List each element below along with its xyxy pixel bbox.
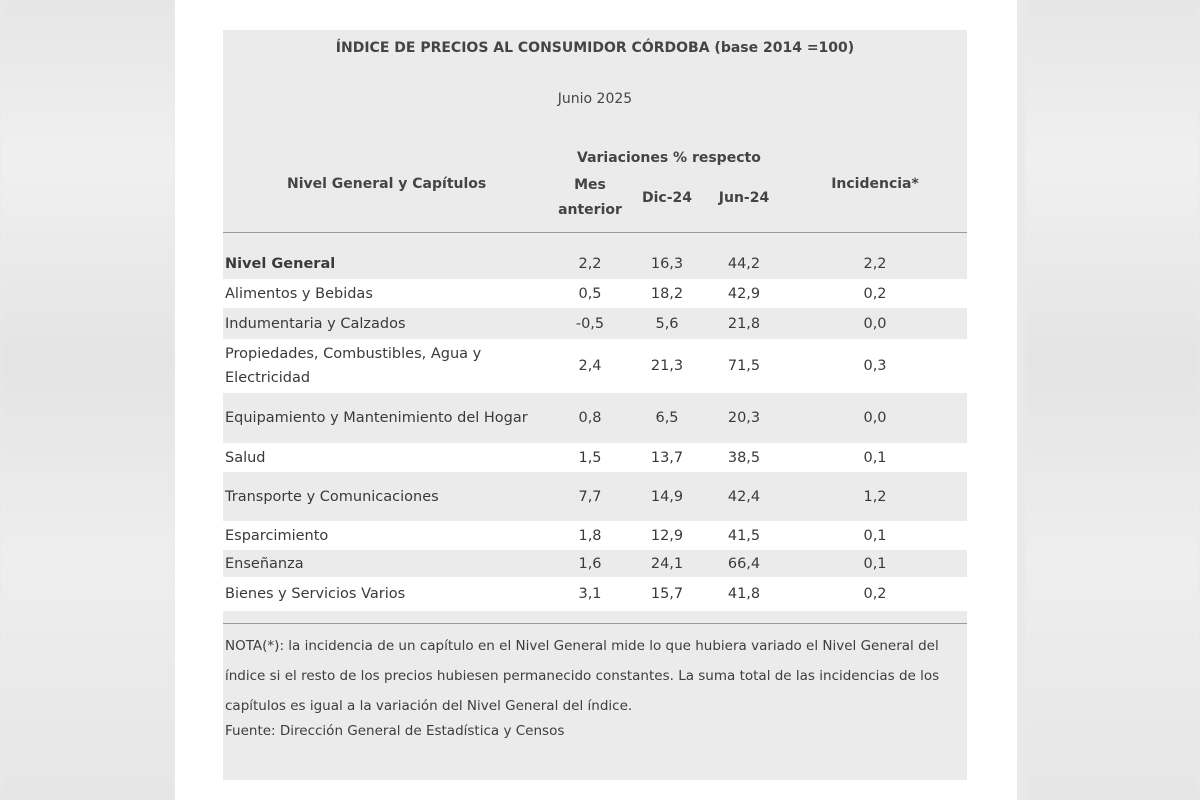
cell-incidence: 2,2 <box>863 255 887 272</box>
cell-prev-month: 0,5 <box>578 285 602 302</box>
cell-incidence: 1,2 <box>863 488 887 505</box>
table-row <box>223 248 967 279</box>
table-row <box>223 550 967 577</box>
cell-jun-24: 44,2 <box>727 255 761 272</box>
header-prev-month-line1: Mes <box>574 177 606 193</box>
source-text: Fuente: Dirección General de Estadística y Censos <box>225 723 565 739</box>
cell-dec-24: 6,5 <box>655 410 679 426</box>
cell-dec-24: 15,7 <box>650 586 684 602</box>
cell-category: Nivel General <box>225 255 336 272</box>
header-prev-month-line2: anterior <box>558 202 622 218</box>
cell-jun-24: 66,4 <box>727 555 761 572</box>
cell-dec-24: 21,3 <box>650 358 684 374</box>
cell-jun-24: 42,9 <box>727 285 761 302</box>
cell-incidence: 0,3 <box>863 358 887 374</box>
cell-prev-month: 3,1 <box>578 586 602 602</box>
table-row <box>223 521 967 550</box>
cell-jun-24: 41,8 <box>727 586 761 602</box>
cell-jun-24: 20,3 <box>727 410 761 426</box>
table-period: Junio 2025 <box>557 91 633 107</box>
cell-prev-month: 2,2 <box>578 255 602 272</box>
cell-prev-month: 1,8 <box>578 527 602 544</box>
note-divider <box>223 623 967 624</box>
table-row <box>223 472 967 521</box>
cell-category: Transporte y Comunicaciones <box>225 488 439 505</box>
header-variations: Variaciones % respecto <box>577 150 761 166</box>
header-divider <box>223 232 967 233</box>
blurred-background-left <box>0 0 175 800</box>
cell-prev-month: 1,6 <box>578 555 602 572</box>
cell-incidence: 0,1 <box>863 555 887 572</box>
cell-jun-24: 42,4 <box>727 488 761 505</box>
ipc-table-card <box>223 30 967 780</box>
table-row <box>223 339 967 393</box>
table-row <box>223 577 967 611</box>
cell-dec-24: 14,9 <box>650 488 684 505</box>
cell-jun-24: 21,8 <box>727 315 761 332</box>
header-jun: Jun-24 <box>718 190 770 206</box>
table-row <box>223 279 967 308</box>
cell-incidence: 0,2 <box>863 586 887 602</box>
cell-prev-month: 1,5 <box>578 449 602 466</box>
cell-category: Indumentaria y Calzados <box>225 315 406 332</box>
cell-category: Alimentos y Bebidas <box>225 285 373 302</box>
cell-category: Equipamiento y Mantenimiento del Hogar <box>225 410 528 426</box>
cell-dec-24: 16,3 <box>650 255 684 272</box>
cell-prev-month: 2,4 <box>578 358 602 374</box>
header-incidence: Incidencia* <box>831 176 919 192</box>
cell-dec-24: 18,2 <box>650 285 684 302</box>
cell-incidence: 0,1 <box>863 449 887 466</box>
cell-jun-24: 71,5 <box>727 358 761 374</box>
cell-incidence: 0,2 <box>863 285 887 302</box>
cell-dec-24: 12,9 <box>650 527 684 544</box>
cell-prev-month: 7,7 <box>578 488 602 505</box>
table-row <box>223 443 967 472</box>
header-dec: Dic-24 <box>641 190 692 206</box>
table-title: ÍNDICE DE PRECIOS AL CONSUMIDOR CÓRDOBA (base 2014 =100) <box>335 40 855 56</box>
footnote: NOTA(*): la incidencia de un capítulo en el Nivel General mide lo que hubiera variado el Nivel General del índice si el resto de los precios hubiesen permanecido constantes. La suma total de las incidencias de los capítulos es igual a la variación del Nivel General del índice. <box>225 638 940 714</box>
cell-category: Enseñanza <box>225 555 304 572</box>
cell-prev-month: -0,5 <box>575 315 605 332</box>
blurred-background-right <box>1025 0 1200 800</box>
cell-category: Esparcimiento <box>225 527 329 544</box>
cell-incidence: 0,0 <box>863 315 887 332</box>
cell-dec-24: 24,1 <box>650 555 684 572</box>
table-row <box>223 308 967 339</box>
table-row <box>223 393 967 443</box>
cell-incidence: 0,1 <box>863 527 887 544</box>
cell-jun-24: 41,5 <box>727 527 761 544</box>
header-category: Nivel General y Capítulos <box>287 176 487 192</box>
cell-dec-24: 13,7 <box>650 449 684 466</box>
cell-dec-24: 5,6 <box>655 315 679 332</box>
cell-jun-24: 38,5 <box>727 449 761 466</box>
cell-prev-month: 0,8 <box>578 410 602 426</box>
cell-incidence: 0,0 <box>863 410 887 426</box>
cell-category: Salud <box>225 449 266 466</box>
cell-category: Bienes y Servicios Varios <box>225 586 406 602</box>
document-page <box>175 0 1017 800</box>
cell-category: Propiedades, Combustibles, Agua y Electricidad <box>225 346 482 386</box>
